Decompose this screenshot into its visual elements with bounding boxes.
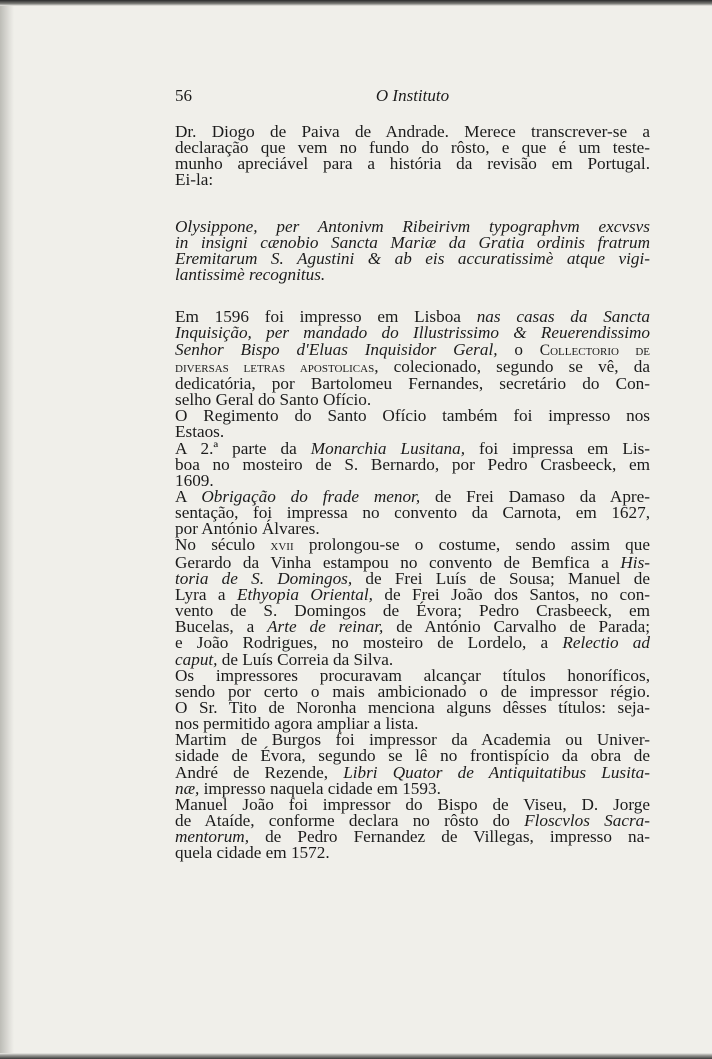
text-span: A: [175, 486, 202, 506]
paragraph-9: [175, 794, 650, 863]
text-line: vento de S. Domingos de Évora; Pedro Crasbeeck, em: [175, 601, 650, 621]
page-number: 56: [175, 86, 192, 105]
text-span: de Ataíde, conforme declara no rôsto do: [175, 811, 525, 831]
italic-span: Ethyopia Oriental,: [236, 584, 373, 604]
text-line: Os impressores procuravam alcançar títulos honoríficos,: [175, 665, 650, 685]
small-caps-span: xvii: [270, 537, 294, 555]
text-span: o: [497, 339, 540, 359]
text-span: prolongou-se o costume, sendo assim que: [293, 535, 650, 555]
text-span: , colecionado, segundo se vê, da: [374, 356, 650, 376]
italic-span: Relectio ad: [562, 633, 650, 653]
italic-span: mentorum,: [175, 827, 249, 847]
page-gutter-shadow: [0, 0, 14, 1059]
text-span: de Frei João dos Santos, no con-: [372, 584, 651, 604]
text-line: Manuel João foi impressor do Bispo de Viseu, D. Jorge: [175, 794, 650, 814]
paragraph-8: [175, 732, 650, 797]
text-line: O Regimento do Santo Ofício também foi impresso nos: [175, 406, 650, 426]
text-line: munho apreciável para a história da revisão em Portugal.: [175, 154, 650, 174]
text-span: Bucelas, a: [175, 617, 268, 637]
paragraph-2: [175, 309, 650, 408]
running-title: O Instituto: [375, 86, 450, 105]
quote-line: Olysippone, per Antonivm Ribeirivm typographvm excvsvs: [175, 216, 650, 236]
quote-line: Eremitarum S. Agustini & ab eis accuratissimè atque vigi-: [175, 248, 650, 268]
italic-span: nas casas da Sancta: [476, 307, 650, 327]
text-span: Em 1596 foi impresso em Lisboa: [175, 307, 477, 327]
text-span: de Frei Damaso da Apre-: [420, 486, 650, 506]
paragraph-5: [175, 486, 650, 539]
block-quote: [175, 216, 650, 285]
page-header: [175, 86, 650, 112]
text-span: de Luís Correia da Silva.: [217, 649, 394, 669]
text-span: e João Rodrigues, no mosteiro de Lordelo, a: [175, 633, 563, 653]
italic-span: Libri Quator de Antiquitatibus Lusita-: [343, 762, 650, 782]
paragraph-7: [175, 665, 650, 734]
text-line: Dr. Diogo de Paiva de Andrade. Merece transcrever-se a: [175, 122, 650, 141]
italic-span: Inquisição, per mandado do Illustrissimo & Reuerendissimo: [175, 323, 650, 343]
text-span: de Pedro Fernandez de Villegas, impresso na-: [249, 827, 650, 847]
text-span: A 2.ª parte da: [175, 438, 311, 458]
italic-span: His-: [620, 552, 650, 572]
text-span: de António Carvalho de Parada;: [383, 617, 650, 637]
italic-span: Floscvlos Sacra-: [524, 811, 650, 831]
text-span: de Frei Luís de Sousa; Manuel de: [352, 568, 650, 588]
spacer: [175, 283, 650, 309]
spacer: [175, 189, 650, 219]
text-line: quela cidade em 1572.: [175, 843, 330, 863]
italic-span: Arte de reinar,: [267, 617, 384, 637]
text-line: boa no mosteiro de S. Bernardo, por Pedro Crasbeeck, em: [175, 454, 650, 474]
page-top-edge: [0, 0, 712, 6]
text-span: André de Rezende,: [175, 762, 344, 782]
small-caps-span: diversas letras apostolicas: [175, 358, 375, 376]
text-span: Lyra a: [175, 584, 237, 604]
italic-span: næ,: [175, 778, 200, 798]
quote-line: in insigni cænobio Sancta Mariæ da Gratia ordinis fratrum: [175, 232, 650, 252]
text-line: sentação, foi impressa no convento da Carnota, em 1627,: [175, 503, 650, 523]
quote-line: lantissimè recognitus.: [175, 265, 326, 285]
text-line: sendo por certo o mais ambicionado o de impressor régio.: [175, 681, 650, 701]
text-span: Gerardo da Vinha estampou no convento de Bemfica a: [175, 552, 621, 572]
text-line: Estaos.: [175, 422, 225, 442]
text-line: Martim de Burgos foi impressor da Academia ou Univer-: [175, 730, 650, 750]
paragraph-4: [175, 438, 651, 490]
page-bottom-edge: [0, 1053, 712, 1059]
text-line: selho Geral do Santo Ofício.: [175, 390, 372, 410]
text-span: foi impressa em Lis-: [465, 438, 651, 458]
text-line: dedicatória, por Bartolomeu Fernandes, secretário do Con-: [175, 373, 650, 393]
text-line: sidade de Évora, segundo se lê no frontispício da obra de: [175, 746, 650, 766]
paragraph-3: [175, 408, 650, 440]
italic-span: caput,: [175, 649, 218, 669]
body-text: [175, 124, 650, 862]
text-line: O Sr. Tito de Noronha menciona alguns dêsses títulos: seja-: [175, 698, 650, 717]
text-line: por António Álvares.: [175, 519, 320, 539]
text-span: impresso naquela cidade em 1593.: [199, 778, 441, 798]
paragraph-1: [175, 124, 650, 189]
italic-span: Obrigação do frade menor,: [201, 486, 421, 506]
italic-span: Senhor Bispo d'Eluas Inquisidor Geral,: [175, 339, 498, 359]
paragraph-6: [175, 537, 650, 667]
italic-span: toria de S. Domingos,: [175, 568, 353, 588]
small-caps-span: Collectorio de: [539, 341, 650, 359]
text-line: 1609.: [175, 470, 214, 490]
italic-span: Monarchia Lusitana,: [310, 438, 466, 458]
text-line: nos permitido agora ampliar a lista.: [175, 714, 419, 734]
text-span: No século: [175, 535, 271, 555]
text-line: declaração que vem no fundo do rôsto, e que é um teste-: [175, 138, 650, 158]
text-line: Ei-la:: [175, 170, 214, 190]
